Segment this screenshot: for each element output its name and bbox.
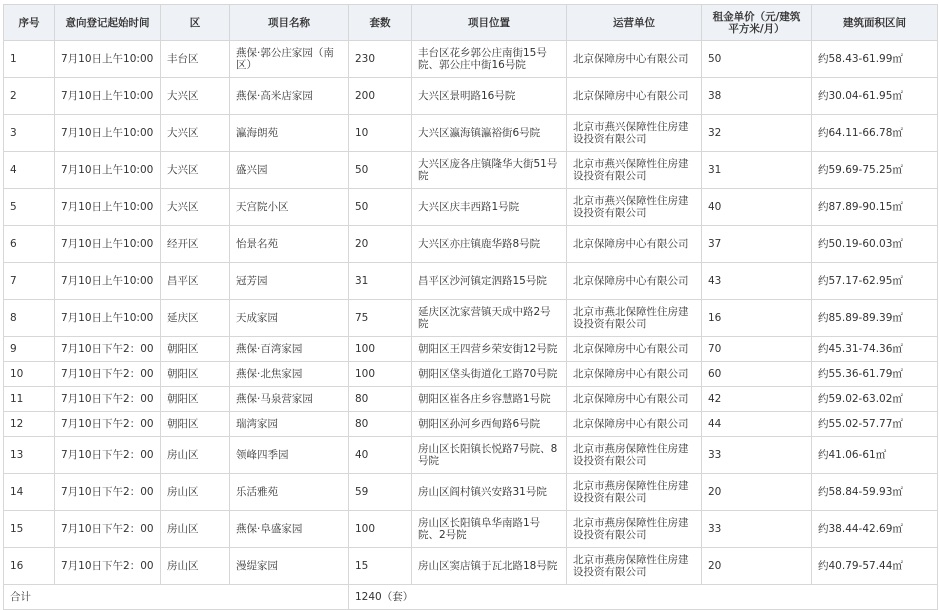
table-body (4, 41, 938, 610)
cell-units: 100 (349, 337, 412, 362)
cell-district: 大兴区 (161, 78, 230, 115)
cell-rent: 44 (702, 412, 812, 437)
cell-area: 约64.11-66.78㎡ (812, 115, 938, 152)
header-operator: 运营单位 (567, 5, 702, 41)
cell-area: 约58.84-59.93㎡ (812, 474, 938, 511)
header-row (4, 5, 938, 41)
cell-project: 盛兴园 (230, 152, 349, 189)
cell-units: 20 (349, 226, 412, 263)
cell-location: 大兴区亦庄镇鹿华路8号院 (412, 226, 567, 263)
cell-area: 约57.17-62.95㎡ (812, 263, 938, 300)
cell-operator: 北京保障房中心有限公司 (567, 337, 702, 362)
cell-project: 燕保·马泉营家园 (230, 387, 349, 412)
cell-units: 200 (349, 78, 412, 115)
header-time: 意向登记起始时间 (55, 5, 161, 41)
cell-location: 大兴区瀛海镇瀛裕街6号院 (412, 115, 567, 152)
table-row (4, 226, 938, 263)
cell-time: 7月10日下午2：00 (55, 437, 161, 474)
cell-time: 7月10日上午10:00 (55, 78, 161, 115)
cell-operator: 北京保障房中心有限公司 (567, 362, 702, 387)
cell-time: 7月10日下午2：00 (55, 511, 161, 548)
cell-location: 昌平区沙河镇定泗路15号院 (412, 263, 567, 300)
cell-rent: 43 (702, 263, 812, 300)
cell-no: 4 (4, 152, 55, 189)
cell-area: 约85.89-89.39㎡ (812, 300, 938, 337)
cell-area: 约55.02-57.77㎡ (812, 412, 938, 437)
cell-no: 15 (4, 511, 55, 548)
cell-rent: 38 (702, 78, 812, 115)
cell-district: 房山区 (161, 511, 230, 548)
header-project: 项目名称 (230, 5, 349, 41)
table-row (4, 263, 938, 300)
cell-district: 房山区 (161, 474, 230, 511)
cell-location: 丰台区花乡郭公庄南街15号院、郭公庄中街16号院 (412, 41, 567, 78)
cell-district: 经开区 (161, 226, 230, 263)
cell-location: 房山区窦店镇于瓦北路18号院 (412, 548, 567, 585)
cell-area: 约45.31-74.36㎡ (812, 337, 938, 362)
cell-no: 13 (4, 437, 55, 474)
cell-no: 3 (4, 115, 55, 152)
cell-location: 朝阳区王四营乡荣安街12号院 (412, 337, 567, 362)
cell-units: 40 (349, 437, 412, 474)
cell-operator: 北京市燕房保障性住房建设投资有限公司 (567, 437, 702, 474)
cell-units: 31 (349, 263, 412, 300)
cell-no: 2 (4, 78, 55, 115)
cell-operator: 北京市燕北保障性住房建设投资有限公司 (567, 300, 702, 337)
cell-units: 230 (349, 41, 412, 78)
cell-district: 朝阳区 (161, 337, 230, 362)
cell-units: 15 (349, 548, 412, 585)
cell-rent: 20 (702, 474, 812, 511)
cell-rent: 42 (702, 387, 812, 412)
cell-operator: 北京市燕房保障性住房建设投资有限公司 (567, 548, 702, 585)
cell-location: 大兴区庆丰西路1号院 (412, 189, 567, 226)
table-row (4, 337, 938, 362)
cell-district: 延庆区 (161, 300, 230, 337)
table-row (4, 437, 938, 474)
cell-operator: 北京市燕房保障性住房建设投资有限公司 (567, 511, 702, 548)
cell-operator: 北京保障房中心有限公司 (567, 41, 702, 78)
cell-rent: 33 (702, 511, 812, 548)
cell-rent: 60 (702, 362, 812, 387)
cell-operator: 北京市燕兴保障性住房建设投资有限公司 (567, 152, 702, 189)
cell-operator: 北京保障房中心有限公司 (567, 412, 702, 437)
cell-district: 大兴区 (161, 152, 230, 189)
cell-operator: 北京保障房中心有限公司 (567, 226, 702, 263)
cell-time: 7月10日上午10:00 (55, 189, 161, 226)
cell-district: 昌平区 (161, 263, 230, 300)
cell-no: 5 (4, 189, 55, 226)
cell-units: 50 (349, 152, 412, 189)
cell-project: 燕保·郭公庄家园（南区） (230, 41, 349, 78)
cell-no: 8 (4, 300, 55, 337)
cell-project: 怡景名苑 (230, 226, 349, 263)
cell-project: 乐活雅苑 (230, 474, 349, 511)
header-no: 序号 (4, 5, 55, 41)
cell-operator: 北京保障房中心有限公司 (567, 387, 702, 412)
cell-project: 瀛海朗苑 (230, 115, 349, 152)
cell-location: 朝阳区孙河乡西甸路6号院 (412, 412, 567, 437)
cell-no: 11 (4, 387, 55, 412)
cell-area: 约55.36-61.79㎡ (812, 362, 938, 387)
cell-time: 7月10日上午10:00 (55, 226, 161, 263)
cell-rent: 33 (702, 437, 812, 474)
table-row (4, 300, 938, 337)
cell-time: 7月10日下午2：00 (55, 337, 161, 362)
cell-location: 房山区长阳镇阜华南路1号院、2号院 (412, 511, 567, 548)
cell-area: 约40.79-57.44㎡ (812, 548, 938, 585)
table-row (4, 362, 938, 387)
cell-no: 6 (4, 226, 55, 263)
header-rent: 租金单价（元/建筑平方米/月） (702, 5, 812, 41)
cell-project: 燕保·百湾家园 (230, 337, 349, 362)
total-units: 1240（套） (349, 585, 938, 610)
cell-units: 75 (349, 300, 412, 337)
cell-district: 房山区 (161, 548, 230, 585)
cell-project: 领峰四季园 (230, 437, 349, 474)
table-row (4, 387, 938, 412)
table-row (4, 152, 938, 189)
cell-rent: 32 (702, 115, 812, 152)
cell-units: 100 (349, 511, 412, 548)
cell-operator: 北京市燕兴保障性住房建设投资有限公司 (567, 115, 702, 152)
cell-no: 10 (4, 362, 55, 387)
cell-units: 80 (349, 412, 412, 437)
table-row (4, 78, 938, 115)
cell-units: 50 (349, 189, 412, 226)
cell-operator: 北京市燕房保障性住房建设投资有限公司 (567, 474, 702, 511)
cell-location: 大兴区庞各庄镇隆华大街51号院 (412, 152, 567, 189)
cell-area: 约50.19-60.03㎡ (812, 226, 938, 263)
cell-rent: 37 (702, 226, 812, 263)
cell-district: 房山区 (161, 437, 230, 474)
cell-rent: 40 (702, 189, 812, 226)
cell-area: 约38.44-42.69㎡ (812, 511, 938, 548)
cell-project: 天宫院小区 (230, 189, 349, 226)
cell-time: 7月10日上午10:00 (55, 152, 161, 189)
cell-time: 7月10日下午2：00 (55, 387, 161, 412)
header-district: 区 (161, 5, 230, 41)
cell-location: 房山区长阳镇长悦路7号院、8号院 (412, 437, 567, 474)
cell-project: 天成家园 (230, 300, 349, 337)
table-row (4, 41, 938, 78)
cell-project: 漫缇家园 (230, 548, 349, 585)
cell-project: 燕保·北焦家园 (230, 362, 349, 387)
cell-district: 朝阳区 (161, 362, 230, 387)
cell-operator: 北京市燕兴保障性住房建设投资有限公司 (567, 189, 702, 226)
table-row (4, 412, 938, 437)
cell-district: 大兴区 (161, 115, 230, 152)
cell-time: 7月10日上午10:00 (55, 300, 161, 337)
cell-rent: 31 (702, 152, 812, 189)
cell-no: 12 (4, 412, 55, 437)
cell-area: 约41.06-61㎡ (812, 437, 938, 474)
cell-units: 100 (349, 362, 412, 387)
table-header (4, 5, 938, 41)
cell-project: 瑞湾家园 (230, 412, 349, 437)
cell-time: 7月10日上午10:00 (55, 115, 161, 152)
cell-location: 房山区阎村镇兴安路31号院 (412, 474, 567, 511)
table-row (4, 511, 938, 548)
housing-table (3, 4, 938, 610)
cell-rent: 20 (702, 548, 812, 585)
total-label: 合计 (4, 585, 349, 610)
cell-no: 16 (4, 548, 55, 585)
cell-location: 大兴区景明路16号院 (412, 78, 567, 115)
header-area: 建筑面积区间 (812, 5, 938, 41)
table-row (4, 548, 938, 585)
cell-location: 朝阳区崔各庄乡容慧路1号院 (412, 387, 567, 412)
cell-project: 冠芳园 (230, 263, 349, 300)
cell-district: 朝阳区 (161, 412, 230, 437)
cell-no: 1 (4, 41, 55, 78)
cell-units: 10 (349, 115, 412, 152)
total-row (4, 585, 938, 610)
cell-time: 7月10日上午10:00 (55, 263, 161, 300)
cell-location: 延庆区沈家营镇天成中路2号院 (412, 300, 567, 337)
cell-rent: 50 (702, 41, 812, 78)
cell-operator: 北京保障房中心有限公司 (567, 78, 702, 115)
header-location: 项目位置 (412, 5, 567, 41)
cell-project: 燕保·阜盛家园 (230, 511, 349, 548)
cell-units: 80 (349, 387, 412, 412)
cell-district: 丰台区 (161, 41, 230, 78)
cell-area: 约59.69-75.25㎡ (812, 152, 938, 189)
cell-rent: 70 (702, 337, 812, 362)
table-row (4, 474, 938, 511)
cell-area: 约58.43-61.99㎡ (812, 41, 938, 78)
cell-area: 约30.04-61.95㎡ (812, 78, 938, 115)
cell-area: 约59.02-63.02㎡ (812, 387, 938, 412)
cell-project: 燕保·高米店家园 (230, 78, 349, 115)
cell-no: 7 (4, 263, 55, 300)
cell-operator: 北京保障房中心有限公司 (567, 263, 702, 300)
cell-time: 7月10日下午2：00 (55, 362, 161, 387)
cell-units: 59 (349, 474, 412, 511)
cell-no: 9 (4, 337, 55, 362)
cell-location: 朝阳区垡头街道化工路70号院 (412, 362, 567, 387)
cell-district: 大兴区 (161, 189, 230, 226)
cell-time: 7月10日下午2：00 (55, 412, 161, 437)
cell-rent: 16 (702, 300, 812, 337)
cell-time: 7月10日下午2：00 (55, 474, 161, 511)
table-row (4, 189, 938, 226)
cell-time: 7月10日上午10:00 (55, 41, 161, 78)
table-row (4, 115, 938, 152)
cell-no: 14 (4, 474, 55, 511)
header-units: 套数 (349, 5, 412, 41)
cell-district: 朝阳区 (161, 387, 230, 412)
cell-time: 7月10日下午2：00 (55, 548, 161, 585)
cell-area: 约87.89-90.15㎡ (812, 189, 938, 226)
